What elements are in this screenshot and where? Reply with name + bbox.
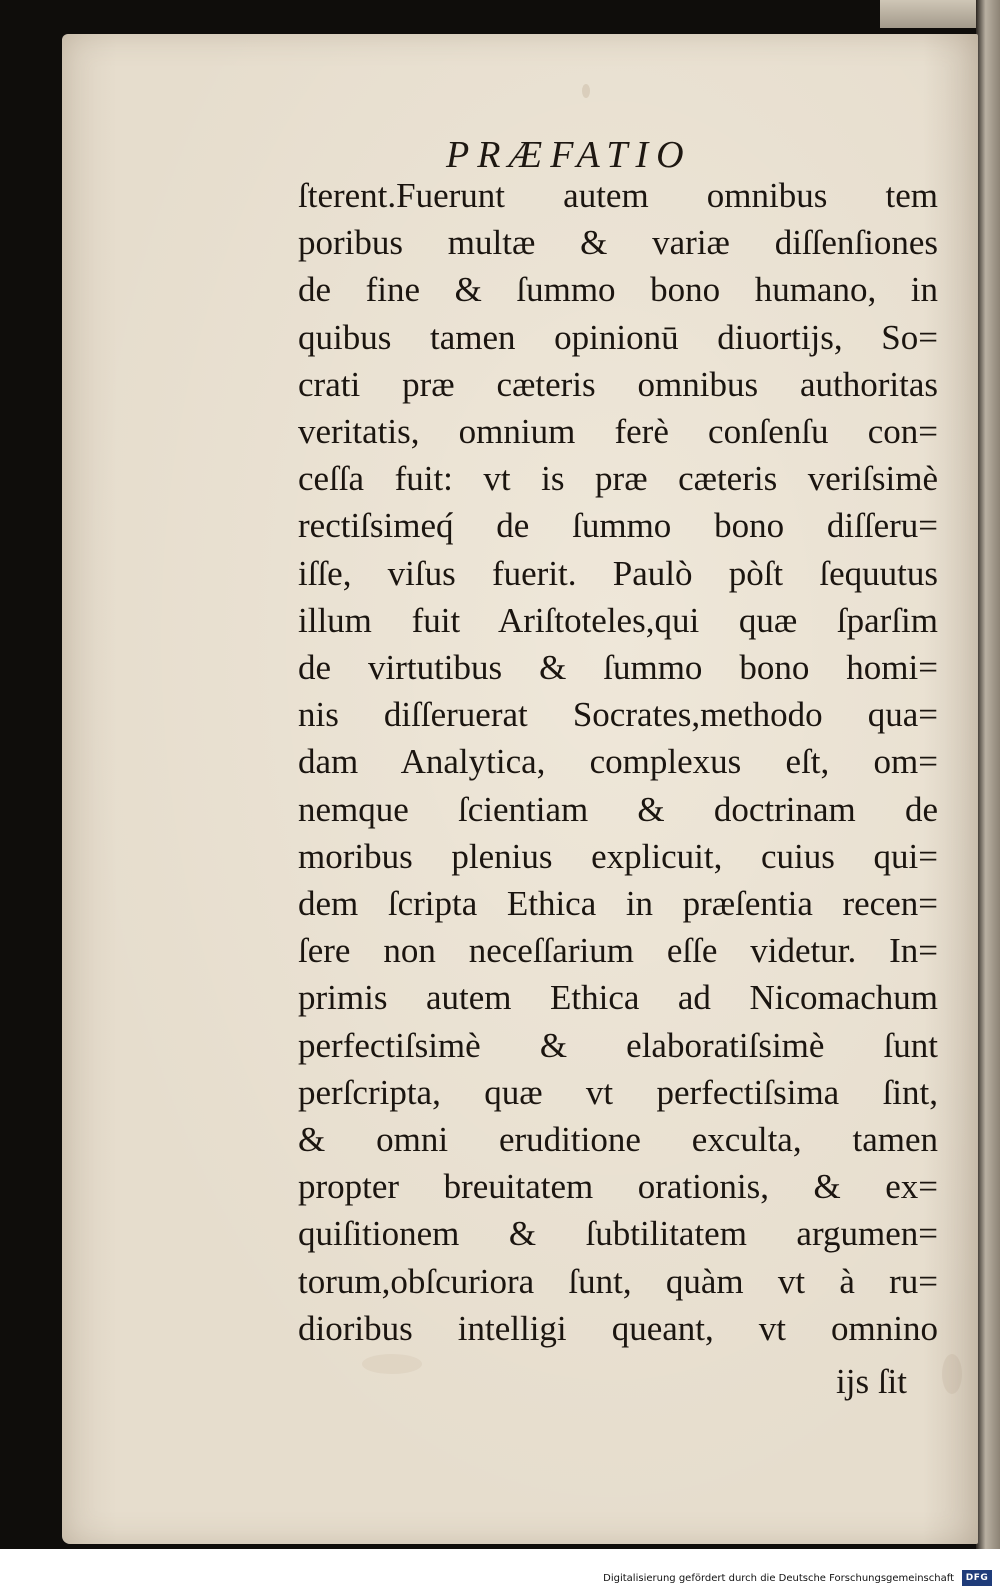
text-line: & omni eruditione exculta, tamen	[298, 1120, 938, 1160]
text-line: perſcripta, quæ vt perfectiſsima ſint,	[298, 1072, 938, 1112]
text-line: veritatis, omnium ferè conſenſu con=	[298, 412, 938, 452]
text-line: dioribus intelligi queant, vt omnino	[298, 1308, 938, 1348]
text-line: iſſe, viſus fuerit. Paulò pòſt ſequutus	[298, 553, 938, 593]
text-line: de virtutibus & ſummo bono homi=	[298, 648, 938, 688]
paper-stain	[942, 1354, 962, 1394]
text-line: de fine & ſummo bono humano, in	[298, 270, 938, 310]
running-head: PRÆFATIO	[446, 134, 692, 176]
text-line: rectiſsimeq́ de ſummo bono diſſeru=	[298, 506, 938, 546]
paper-stain	[362, 1354, 422, 1374]
text-line: ſere non neceſſarium eſſe videtur. In=	[298, 931, 938, 971]
body-text	[298, 172, 938, 1352]
text-line: perfectiſsimè & elaboratiſsimè ſunt	[298, 1025, 938, 1065]
text-line: ceſſa fuit: vt is præ cæteris veriſsimè	[298, 459, 938, 499]
text-line: dem ſcripta Ethica in præſentia recen=	[298, 884, 938, 924]
text-line: illum fuit Ariſtoteles,qui quæ ſparſim	[298, 600, 938, 640]
text-line: quibus tamen opinionū diuortijs, So=	[298, 317, 938, 357]
digitization-footer	[0, 1549, 1000, 1591]
text-line: propter breuitatem orationis, & ex=	[298, 1167, 938, 1207]
text-line: nis diſſeruerat Socrates,methodo qua=	[298, 695, 938, 735]
text-line: quiſitionem & ſubtilitatem argumen=	[298, 1214, 938, 1254]
funding-credit: Digitalisierung gefördert durch die Deutsche Forschungsgemeinschaft	[603, 1573, 954, 1584]
text-line: poribus multæ & variæ diſſenſiones	[298, 223, 938, 263]
text-line: torum,obſcuriora ſunt, quàm vt à ru=	[298, 1261, 938, 1301]
paper-stain	[582, 84, 590, 98]
text-line: moribus plenius explicuit, cuius qui=	[298, 836, 938, 876]
text-line: nemque ſcientiam & doctrinam de	[298, 789, 938, 829]
dfg-logo: DFG	[962, 1570, 992, 1586]
text-line: ſterent.Fuerunt autem omnibus tem	[298, 176, 938, 215]
text-line: dam Analytica, complexus eſt, om=	[298, 742, 938, 782]
text-line: crati præ cæteris omnibus authoritas	[298, 364, 938, 404]
text-line: primis autem Ethica ad Nicomachum	[298, 978, 938, 1018]
catchword: ijs ſit	[836, 1362, 907, 1401]
book-edge-right	[976, 0, 1000, 1591]
